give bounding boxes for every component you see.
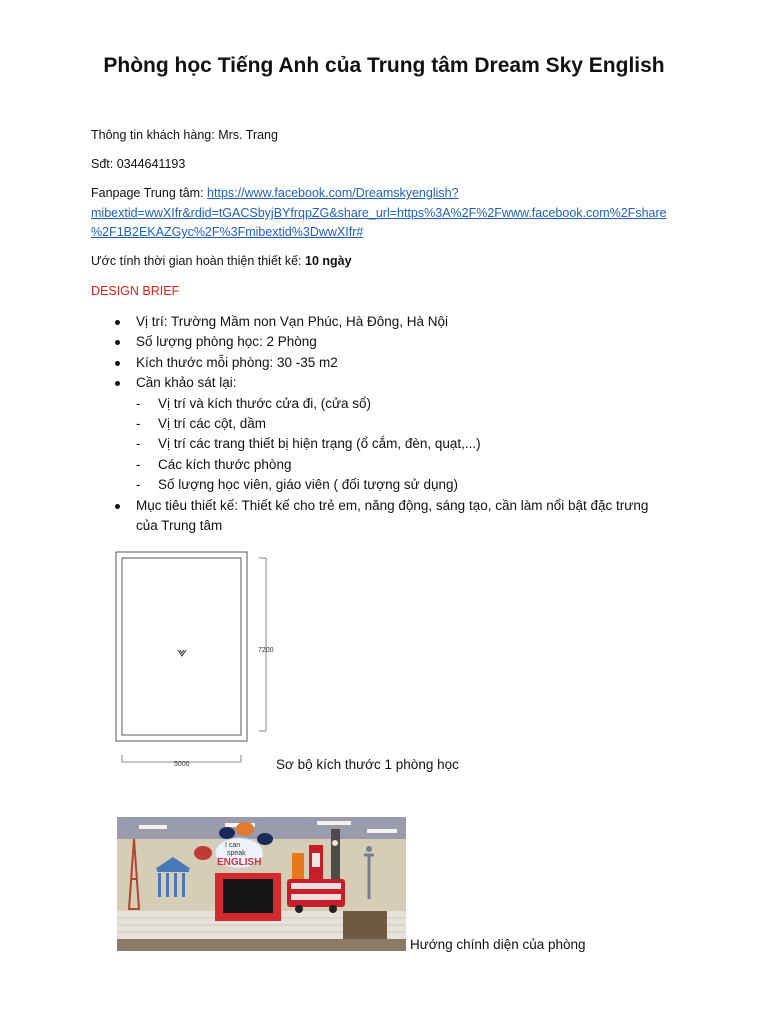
plan-inner-wall (122, 558, 241, 735)
plan-center-mark-icon (178, 650, 186, 656)
phone-line (91, 157, 185, 171)
estimate-label: Ước tính thời gian hoàn thiện thiết kế: (91, 254, 306, 268)
television (223, 879, 273, 913)
height-dimension-label: 7200 (258, 647, 274, 654)
brief-location: Vị trí: Trường Mầm non Vạn Phúc, Hà Đông, Hà Nội (110, 312, 680, 332)
phone-label: Sđt: (91, 157, 117, 171)
big-ben-decal (331, 829, 340, 887)
width-dimension-label: 5000 (174, 761, 190, 768)
fanpage-line (91, 186, 459, 200)
english-sign-line2: speak (227, 850, 246, 857)
design-brief-heading: DESIGN BRIEF (91, 284, 180, 298)
plan-outer-wall (116, 552, 247, 741)
customer-label: Thông tin khách hàng: (91, 128, 219, 142)
survey-item: - Vị trí và kích thước cửa đi, (cửa sổ) (136, 394, 680, 414)
customer-value: Mrs. Trang (218, 128, 278, 142)
survey-item: - Vị trí các trang thiết bị hiện trạng (ổ cắm, đèn, quạt,...) (136, 434, 680, 454)
brief-goal (110, 496, 680, 537)
cabinet (343, 911, 387, 939)
survey-item: - Các kích thước phòng (136, 455, 680, 475)
estimate-value: 10 ngày (305, 254, 352, 268)
customer-line (91, 128, 278, 142)
brief-room-count: Số lượng phòng học: 2 Phòng (110, 332, 680, 352)
brief-goal-line2: của Trung tâm (136, 518, 223, 534)
classroom-photo (117, 817, 406, 951)
survey-item: - Số lượng học viên, giáo viên ( đối tượng sử dụng) (136, 475, 680, 495)
brief-survey (110, 373, 680, 495)
room-floor-plan (112, 548, 282, 768)
survey-item: - Vị trí các cột, dầm (136, 414, 680, 434)
english-sign-line3: ENGLISH (217, 857, 262, 868)
plan-caption: Sơ bộ kích thước 1 phòng học (276, 757, 459, 772)
english-sign-line1: I can (225, 842, 241, 849)
brief-survey-label: Cần khảo sát lại: (136, 375, 237, 391)
document-title: Phòng học Tiếng Anh của Trung tâm Dream Sky English (103, 54, 665, 77)
brief-goal-line1: Mục tiêu thiết kế: Thiết kế cho trẻ em, năng động, sáng tạo, cần làm nổi bật đặc trưng (136, 497, 649, 513)
phone-value: 0344641193 (116, 157, 186, 171)
fanpage-link-continued[interactable]: mibextid=wwXIfr&rdid=tGACSbyjBYfrqpZG&share_url=https%3A%2F%2Fwww.facebook.com%2Fshare (91, 206, 667, 220)
photo-caption: Hướng chính diện của phòng (410, 937, 586, 952)
brief-room-size: Kích thước mỗi phòng: 30 -35 m2 (110, 353, 680, 373)
fanpage-label: Fanpage Trung tâm: (91, 186, 208, 200)
fanpage-link-end[interactable]: %2F1B2EKAZGyc%2F%3Fmibextid%3DwwXIfr# (91, 225, 364, 239)
design-brief-list (110, 312, 680, 536)
fanpage-link[interactable]: https://www.facebook.com/Dreamskyenglish? (207, 186, 459, 200)
estimate-line (91, 254, 352, 268)
survey-sublist (136, 394, 680, 496)
speech-bubble-decal (194, 846, 212, 860)
